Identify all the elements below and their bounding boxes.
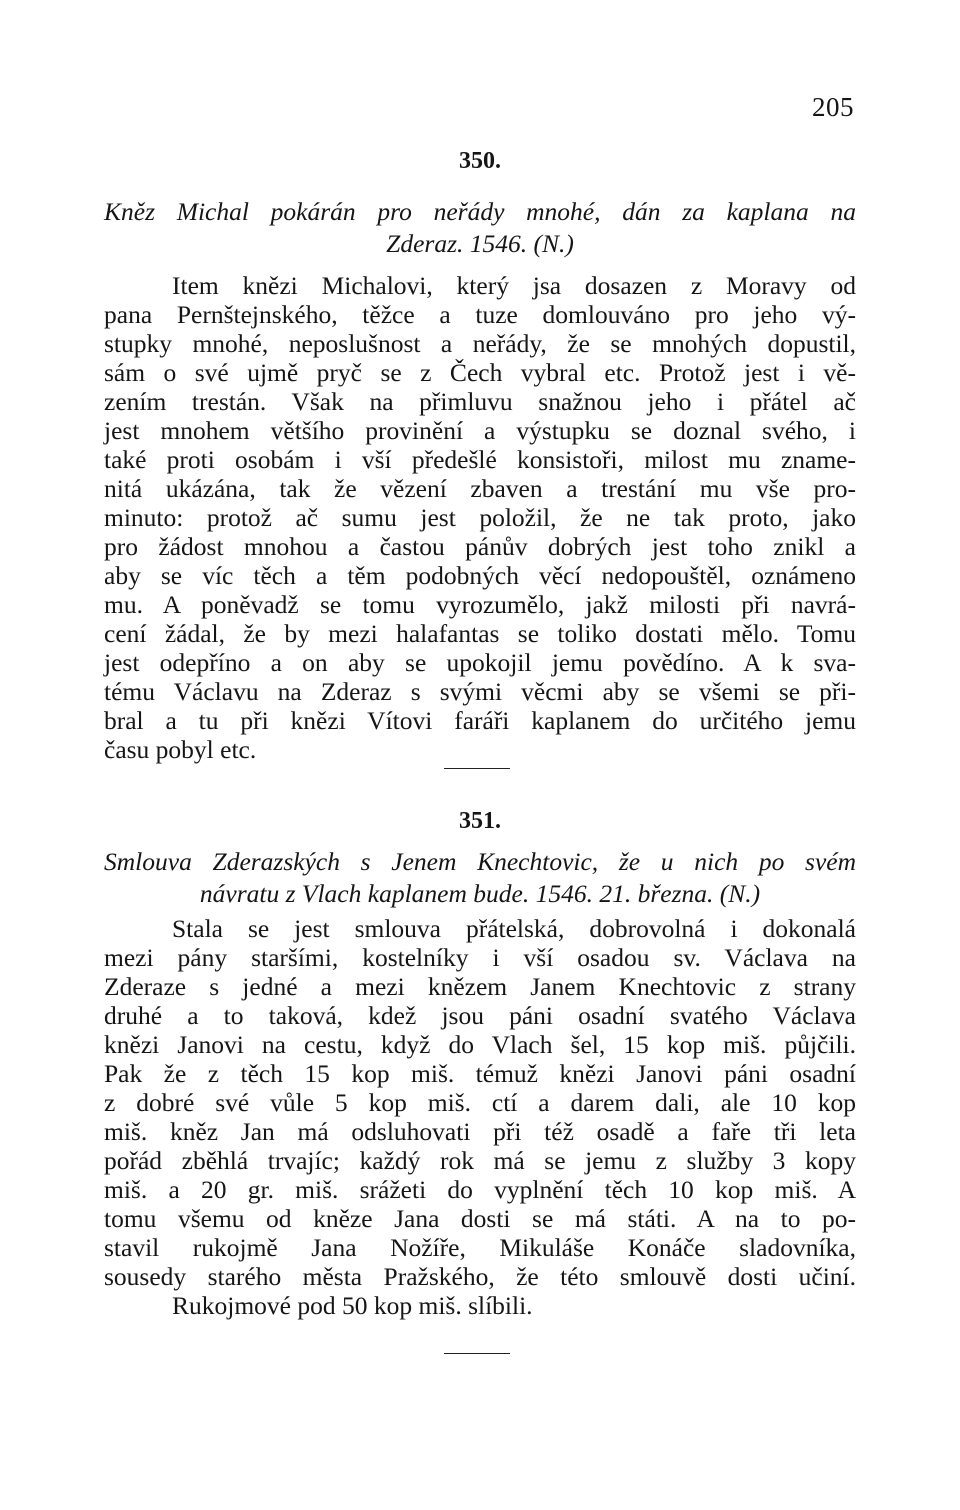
text-line: druhé a to taková, kdež jsou páni osadní svatého Václava — [104, 1001, 856, 1030]
text-line: miš. a 20 gr. miš. srážeti do vyplnění těch 10 kop miš. A — [104, 1175, 856, 1204]
document-heading — [104, 196, 856, 260]
text-line: pana Pernštejnského, těžce a tuze domlouváno pro jeho vý- — [104, 300, 856, 329]
text-line: Rukojmové pod 50 kop miš. slíbili. — [172, 1291, 533, 1320]
document-heading — [104, 846, 856, 910]
document-number: 351. — [459, 808, 501, 834]
text-line: sám o své ujmě pryč se z Čech vybral etc. Protož jest i vě- — [104, 358, 856, 387]
section-divider — [444, 1353, 510, 1354]
text-line: jest odepříno a on aby se upokojil jemu povědíno. A k sva- — [104, 648, 856, 677]
text-line: minuto: protož ač sumu jest položil, že ne tak proto, jako — [104, 503, 856, 532]
text-line: aby se víc těch a těm podobných věcí nedopouštěl, oznámeno — [104, 561, 856, 590]
document-body — [104, 914, 856, 1320]
text-line: také proti osobám i vší předešlé konsistoři, milost mu zname- — [104, 445, 856, 474]
page-number: 205 — [812, 92, 854, 122]
document-page — [104, 0, 856, 1510]
text-line: miš. kněz Jan má odsluhovati při též osadě a faře tři leta — [104, 1117, 856, 1146]
heading-line: Smlouva Zderazských s Jenem Knechtovic, že u nich po svém — [104, 847, 856, 876]
text-line: mezi pány staršími, kostelníky i vší osadou sv. Václava na — [104, 943, 856, 972]
document-number: 350. — [459, 148, 501, 174]
text-line: nitá ukázána, tak že vězení zbaven a trestání mu vše pro- — [104, 474, 856, 503]
text-line: cení žádal, že by mezi halafantas se toliko dostati mělo. Tomu — [104, 619, 856, 648]
text-line: tému Václavu na Zderaz s svými věcmi aby se všemi se při- — [104, 677, 856, 706]
text-line: Stala se jest smlouva přátelská, dobrovolná i dokonalá — [172, 914, 856, 943]
heading-line: Zderaz. 1546. (N.) — [386, 229, 574, 258]
text-line: jest mnohem většího provinění a výstupku se doznal svého, i — [104, 416, 856, 445]
text-line: sousedy starého města Pražského, že této smlouvě dosti učiní. — [104, 1262, 856, 1291]
text-line: bral a tu při knězi Vítovi faráři kaplanem do určitého jemu — [104, 706, 856, 735]
section-divider — [444, 768, 510, 769]
heading-line: Kněz Michal pokárán pro neřády mnohé, dán za kaplana na — [104, 197, 856, 226]
text-line: času pobyl etc. — [104, 735, 257, 764]
text-line: Item knězi Michalovi, který jsa dosazen z Moravy od — [172, 271, 856, 300]
text-line: tomu všemu od kněze Jana dosti se má státi. A na to po- — [104, 1204, 856, 1233]
heading-line: návratu z Vlach kaplanem bude. 1546. 21. března. (N.) — [199, 879, 761, 908]
text-line: stupky mnohé, neposlušnost a neřády, že se mnohých dopustil, — [104, 329, 856, 358]
text-line: knězi Janovi na cestu, když do Vlach šel, 15 kop miš. půjčili. — [104, 1030, 856, 1059]
text-line: Zderaze s jedné a mezi knězem Janem Knechtovic z strany — [104, 972, 856, 1001]
text-line: zením trestán. Však na přimluvu snažnou jeho i přátel ač — [104, 387, 856, 416]
text-line: pořád zběhlá trvajíc; každý rok má se jemu z služby 3 kopy — [104, 1146, 856, 1175]
text-line: stavil rukojmě Jana Nožíře, Mikuláše Konáče sladovníka, — [104, 1233, 856, 1262]
text-line: Pak že z těch 15 kop miš. témuž knězi Janovi páni osadní — [104, 1059, 856, 1088]
text-line: mu. A poněvadž se tomu vyrozumělo, jakž milosti při navrá- — [104, 590, 856, 619]
text-line: pro žádost mnohou a častou pánův dobrých jest toho znikl a — [104, 532, 856, 561]
text-line: z dobré své vůle 5 kop miš. ctí a darem dali, ale 10 kop — [104, 1088, 856, 1117]
document-body — [104, 271, 856, 764]
